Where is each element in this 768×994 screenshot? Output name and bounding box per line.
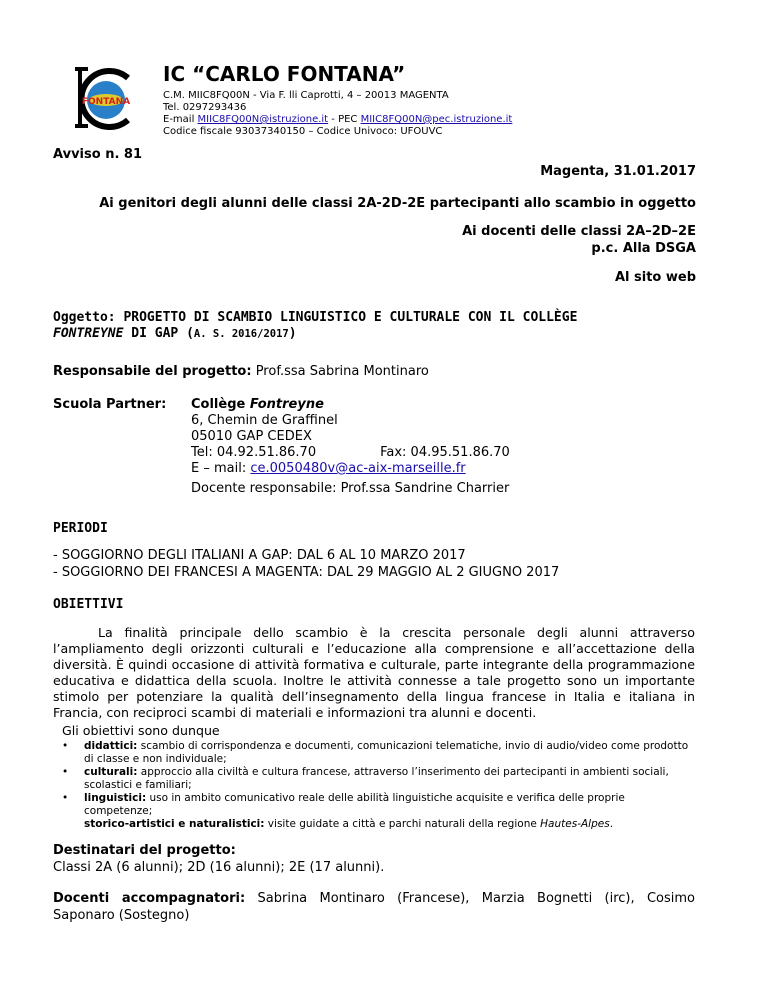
subject-line-2: FONTREYNE DI GAP (A. S. 2016/2017) [53,326,297,341]
objective-item: • didattici: scambio di corrispondenza e documenti, comunicazioni telematiche, invio di audio/video come prodotto di classe e non individuale; [62,740,689,765]
school-fiscal-code: Codice fiscale 93037340150 – Codice Univoco: UFOUVC [163,126,443,137]
escort-teachers: Docenti accompagnatori: Sabrina Montinaro (Francese), Marzia Bognetti (irc), Cosimo Saponaro (Sostegno) [53,891,695,923]
school-name: IC “CARLO FONTANA” [163,62,406,86]
project-recipients-label: Destinatari del progetto: [53,843,236,858]
project-recipients-value: Classi 2A (6 alunni); 2D (16 alunni); 2E (17 alunni). [53,860,385,875]
partner-name: Collège Fontreyne [191,397,324,412]
partner-city: 05010 GAP CEDEX [191,429,312,444]
objective-item: • linguistici: uso in ambito comunicativo reale delle abilità linguistiche acquisite e verifica delle proprie competenze; storico-artistici e naturalistici: visite guidate a città e parchi naturali della regione Hautes-Alpes. [62,792,625,830]
school-phone: Tel. 0297293436 [163,102,247,113]
objective-item: • culturali: approccio alla civiltà e cultura francese, attraverso l’inserimento dei partecipanti in ambienti sociali, scolastici e familiari; [62,766,669,791]
partner-label: Scuola Partner: [53,397,167,412]
recipient-parents: Ai genitori degli alunni delle classi 2A-2D-2E partecipanti allo scambio in oggetto [99,196,696,211]
period-2: - SOGGIORNO DEI FRANCESI A MAGENTA: DAL 29 MAGGIO AL 2 GIUGNO 2017 [53,565,560,580]
school-email-link[interactable]: MIIC8FQ00N@istruzione.it [197,114,329,125]
recipient-website: Al sito web [614,270,696,285]
school-email-line: E-mail MIIC8FQ00N@istruzione.it - PEC MIIC8FQ00N@pec.istruzione.it [163,114,513,125]
periods-title: PERIODI [53,521,108,536]
school-logo [70,64,140,134]
notice-number: Avviso n. 81 [53,147,143,162]
school-pec-link[interactable]: MIIC8FQ00N@pec.istruzione.it [360,114,513,125]
objectives-title: OBIETTIVI [53,597,124,612]
school-address: C.M. MIIC8FQ00N - Via F. lli Caprotti, 4 – 20013 MAGENTA [163,90,449,101]
partner-details [191,397,510,477]
partner-mail: E – mail: ce.0050480v@ac-aix-marseille.fr [191,461,466,476]
objectives-paragraph: La finalità principale dello scambio è la crescita personale degli alunni attraverso l’ampliamento degli orizzonti culturali e l’educazione alla comprensione e all’accettazione della diversità. È quindi occasione di attività formativa e culturale, parte integrante della programmazione educativa e didattica della scuola. Inoltre le attività connesse a tale progetto sono un importante stimolo per potenziare la qualità dell’insegnamento della lingua francese in Italia e italiana in Francia, con reciproci scambi di materiali e informazioni tra alunni e docenti. [53,625,695,720]
project-manager: Responsabile del progetto: Prof.ssa Sabrina Montinaro [53,364,429,379]
logo-text: FONTANA [81,97,131,107]
partner-teacher: Docente responsabile: Prof.ssa Sandrine Charrier [191,481,510,496]
recipient-dsga: p.c. Alla DSGA [591,241,696,256]
recipient-teachers: Ai docenti delle classi 2A–2D–2E [462,224,696,239]
period-1: - SOGGIORNO DEGLI ITALIANI A GAP: DAL 6 AL 10 MARZO 2017 [53,548,466,563]
objectives-list [62,740,696,831]
subject-line-1: Oggetto: PROGETTO DI SCAMBIO LINGUISTICO E CULTURALE CON IL COLLÈGE [53,310,578,325]
partner-phones: Tel: 04.92.51.86.70 Fax: 04.95.51.86.70 [191,445,510,460]
date-line: Magenta, 31.01.2017 [540,164,696,179]
partner-street: 6, Chemin de Graffinel [191,413,338,428]
partner-mail-link[interactable]: ce.0050480v@ac-aix-marseille.fr [250,461,466,476]
objectives-intro: Gli obiettivi sono dunque [62,723,220,738]
